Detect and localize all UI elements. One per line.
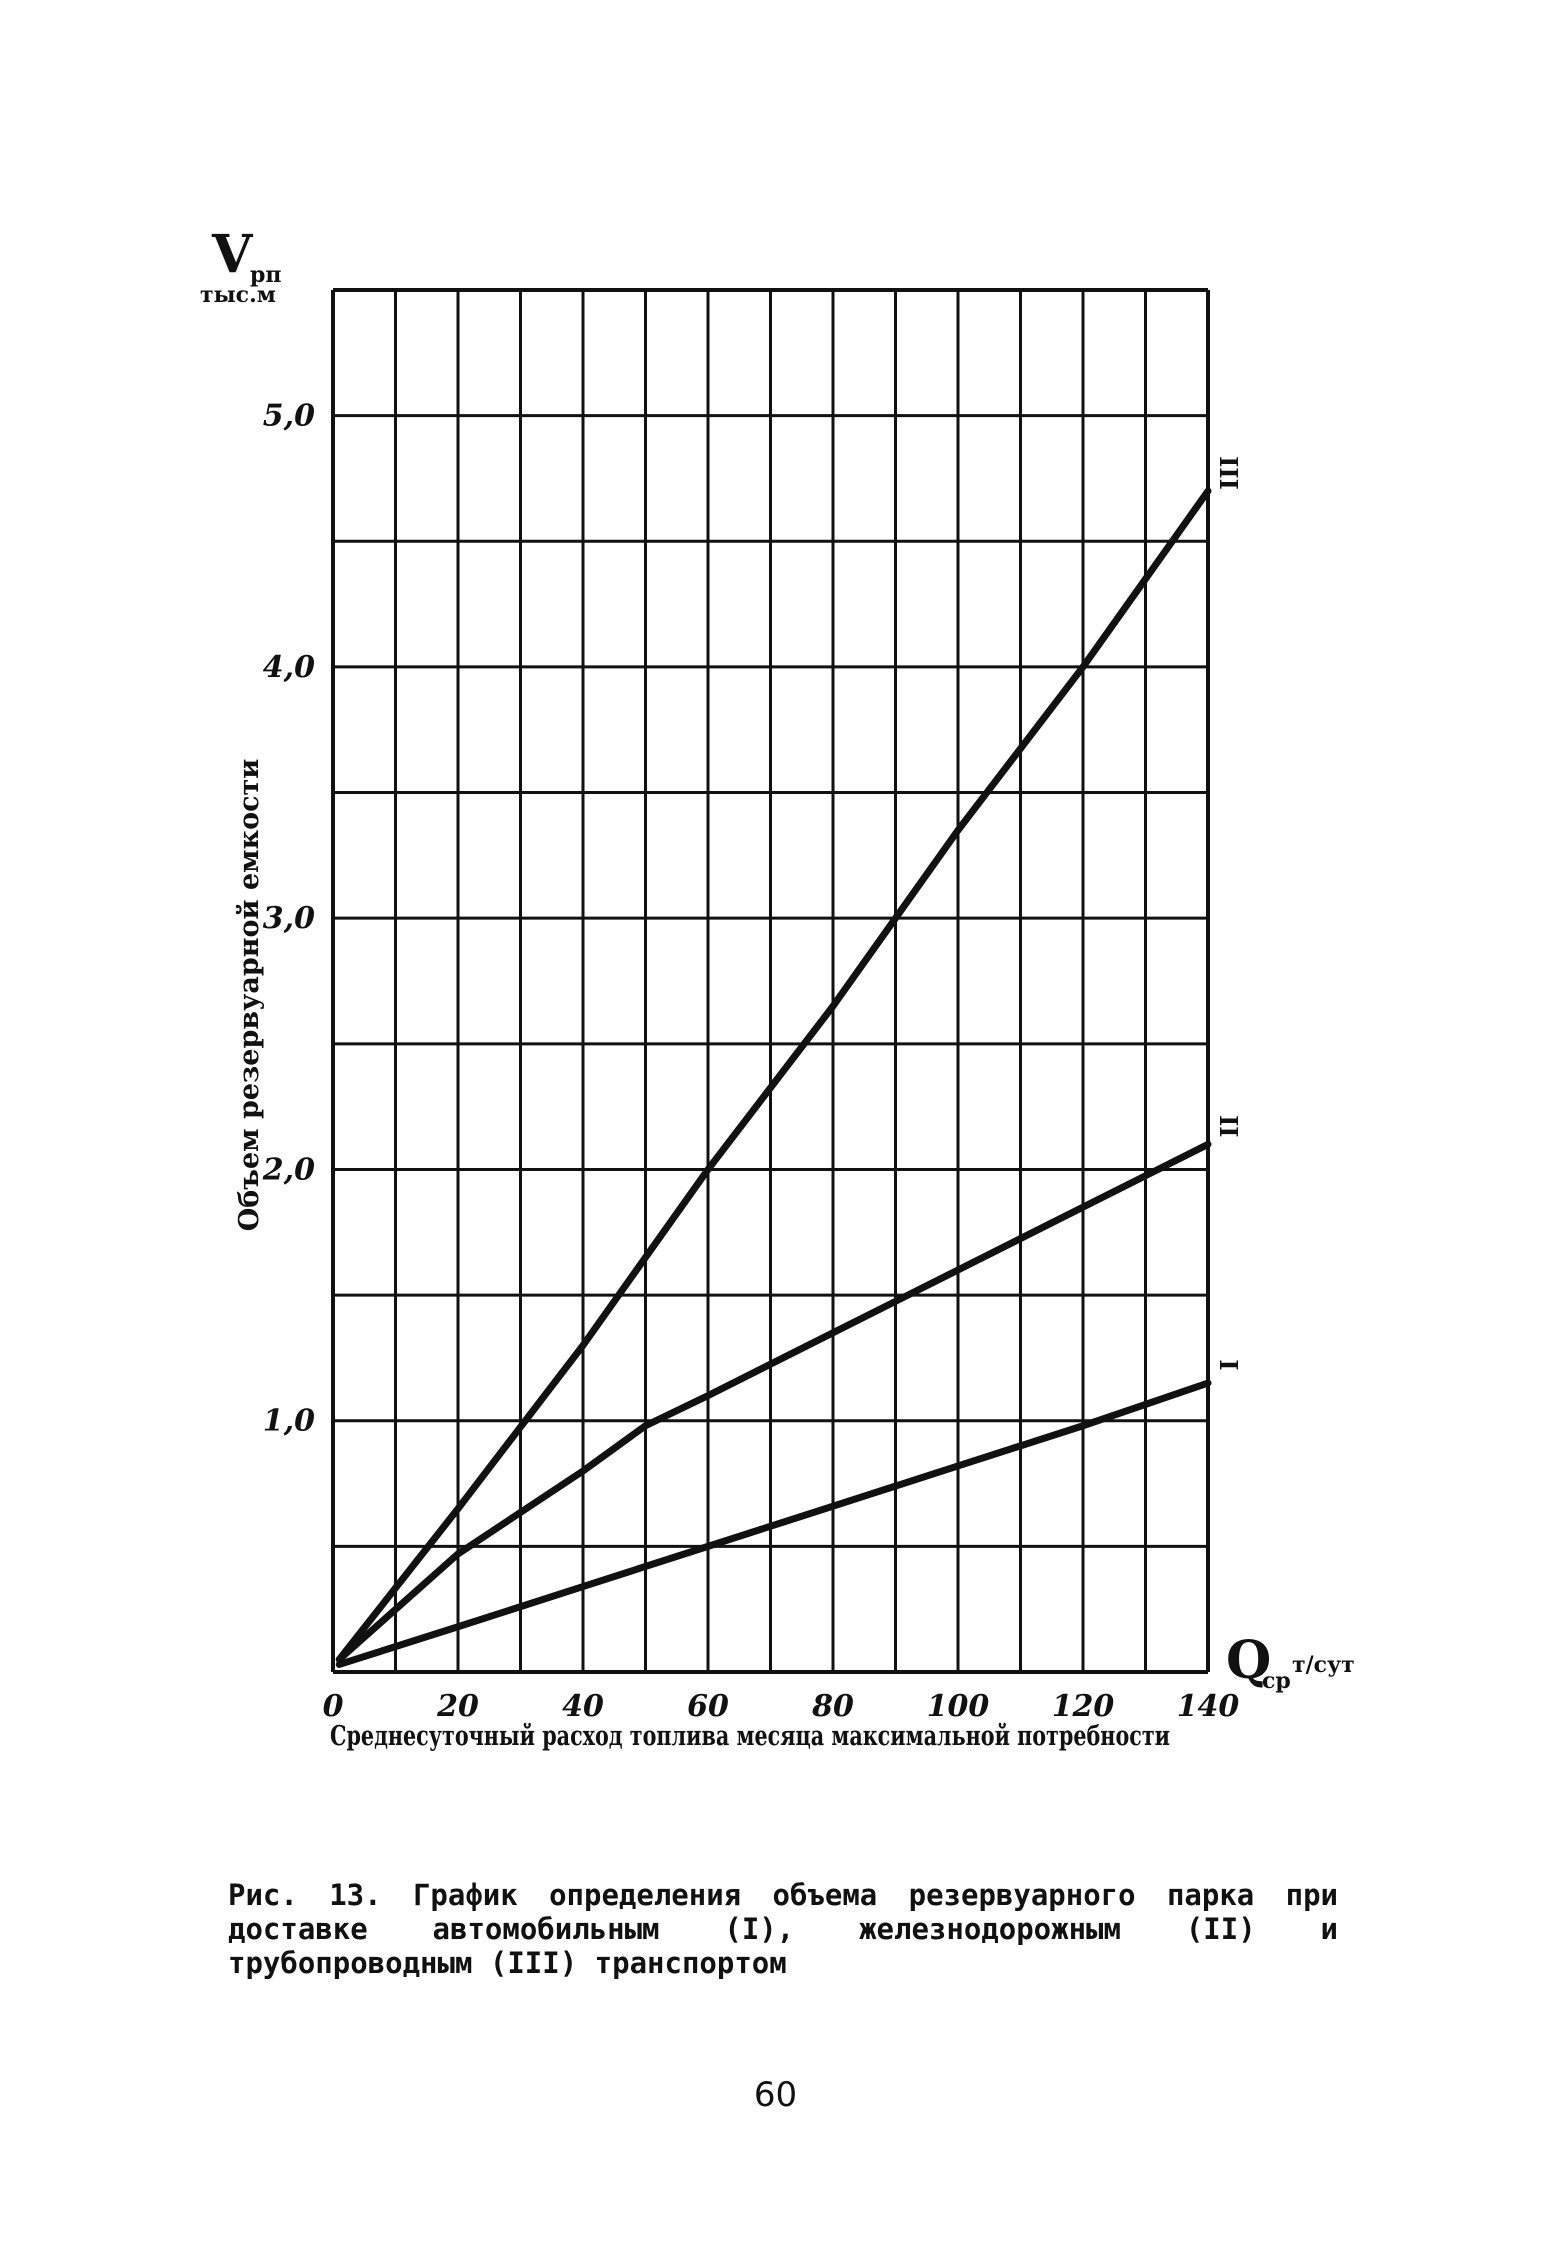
y-tick-label: 5,0 [262,398,315,434]
x-axis-unit: т/сут [1292,1652,1355,1678]
y-axis-unit: тыс.м [200,282,276,308]
x-tick-label: 60 [687,1689,729,1724]
x-tick-label: 20 [437,1689,479,1724]
y-axis-title: Объем резервуарной емкости [234,758,265,1232]
x-tick-label: 120 [1051,1689,1115,1724]
series-label-II: II [1215,1115,1244,1138]
x-tick-label: 0 [322,1689,344,1724]
chart-grid [333,290,1208,1672]
y-tick-label: 2,0 [262,1152,315,1188]
series-line-II [339,1144,1208,1659]
series-label-III: III [1215,456,1244,490]
x-tick-label: 40 [562,1689,604,1724]
x-axis-title: Среднесуточный расход топлива месяца максимальной потребности [330,1721,1170,1752]
x-axis-subscript: ср [1262,1668,1291,1694]
series-label-I: I [1215,1359,1244,1371]
y-axis-subscript: рп [250,262,282,288]
x-tick-label: 80 [812,1689,854,1724]
y-tick-label: 1,0 [262,1403,315,1439]
figure-caption: Рис. 13. График определения объема резервуарного парка при доставке автомобильным (I), железнодорожным (II) и трубопроводным (III) транспортом [228,1878,1338,1980]
y-axis-symbol: V [212,224,253,285]
x-tick-label: 140 [1176,1689,1240,1724]
chart-ticks [262,399,1240,1724]
series-line-I [339,1383,1208,1664]
y-tick-label: 4,0 [262,649,315,685]
chart-series [339,456,1244,1664]
x-axis-symbol: Q [1226,1630,1272,1691]
x-tick-label: 100 [926,1689,990,1724]
page-number: 60 [753,2075,798,2115]
y-tick-label: 3,0 [262,901,315,937]
